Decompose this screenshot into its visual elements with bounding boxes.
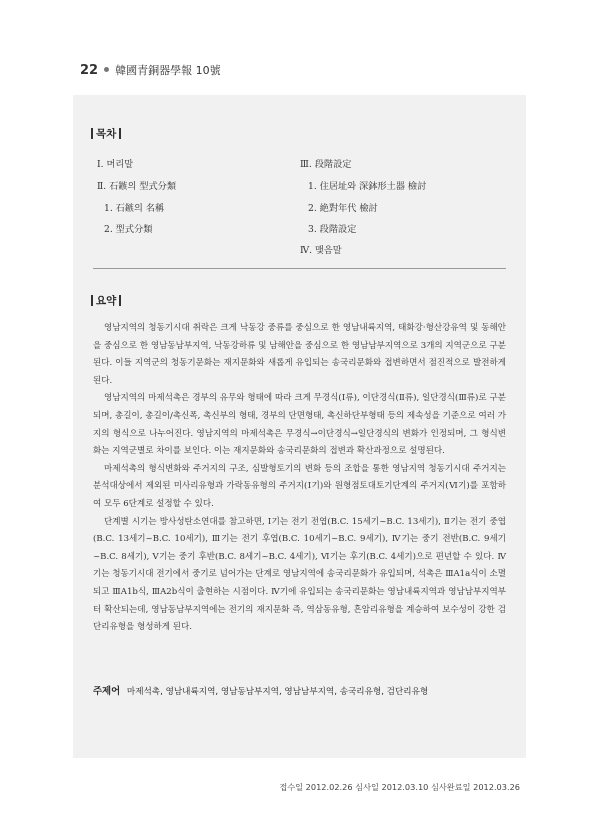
- toc-item: Ⅲ. 段階設定: [300, 159, 352, 170]
- toc-item: 1. 石鏃의 名稱: [104, 203, 165, 214]
- toc-item: Ⅱ. 石鏃의 型式分類: [97, 181, 177, 192]
- abstract-paragraph: 영남지역의 청동기시대 취락은 크게 낙동강 중류를 중심으로 한 영남내륙지역, 태화강·형산강유역 및 동해안을 중심으로 한 영남동남부지역, 낙동강하류 및 남해안을 중심으로 한 영남남부지역으로 3개의 지역군으로 구분된다. 이들 지역군의 청동기문화는 재지문화와 새롭게 유입되는 송국리문화와 접변하면서 점진적으로 발전하게 된다.: [93, 323, 506, 386]
- abstract-paragraph: 마제석촉의 형식변화와 주거지의 구조, 심발형토기의 변화 등의 조합을 통한 영남지역 청동기시대 주거지는 분석대상에서 제외된 미사리유형과 가락동유형의 주거지(Ⅰ기)와 원형점토대토기단계의 주거지(Ⅵ기)를 포함하여 모두 6단계로 설정할 수 있다.: [93, 463, 506, 509]
- toc-item: Ⅰ. 머리말: [97, 159, 134, 170]
- bracket-bar-icon: [119, 128, 121, 139]
- bracket-bar-icon: [119, 295, 121, 306]
- bullet-dot-icon: [104, 67, 109, 72]
- abstract-paragraph: 단계별 시기는 방사성탄소연대를 참고하면, Ⅰ기는 전기 전엽(B.C. 15세기~B.C. 13세기), Ⅱ기는 전기 중엽(B.C. 13세기~B.C. 10세기), Ⅲ기는 전기 후엽(B.C. 10세기~B.C. 9세기), Ⅳ기는 중기 전반(B.C. 9세기~B.C. 8세기), Ⅴ기는 중기 후반(B.C. 8세기~B.C. 4세기), Ⅵ기는 후기(B.C. 4세기)으로 편년할 수 있다. Ⅳ기는 청동기시대 전기에서 중기로 넘어가는 단계로 영남지역에 송국리문화가 유입되며, 석촉은 ⅢA1a식이 소멸되고 ⅢA1b식, ⅢA2b식이 출현하는 시점이다. Ⅳ기에 유입되는 송국리문화는 영남내륙지역과 영남남부지역부터 확산되는데, 영남동남부지역에는 전기의 재지문화 즉, 역삼동유형, 흔암리유형을 계승하여 보수성이 강한 검단리유형을 형성하게 된다.: [93, 516, 506, 633]
- abstract-title: 요약: [96, 295, 117, 307]
- abstract-body: [93, 320, 506, 637]
- section-divider: [93, 268, 506, 269]
- keywords-label: 주제어: [93, 686, 121, 697]
- abstract-heading: [88, 293, 124, 308]
- running-header: [80, 62, 221, 78]
- bracket-bar-icon: [91, 295, 93, 306]
- bracket-bar-icon: [91, 128, 93, 139]
- toc-item: 1. 住居址와 深鉢形土器 檢討: [308, 181, 427, 192]
- abstract-paragraph: 영남지역의 마제석촉은 경부의 유무와 형태에 따라 크게 무경식(Ⅰ류), 이단경식(Ⅱ류), 일단경식(Ⅲ류)로 구분되며, 총길이, 총길이/촉신폭, 촉신부의 형태, 경부의 단면형태, 촉신하단부형태 등의 제속성을 기준으로 여러 가지의 형식으로 나누어진다. 영남지역의 마제석촉은 무경식→이단경식→일단경식의 변화가 인정되며, 그 형식변화는 지역군별로 차이를 보인다. 이는 재지문화와 송국리문화의 접변과 확산과정으로 설명된다.: [93, 393, 506, 457]
- keywords: [93, 683, 523, 697]
- toc-item: Ⅳ. 맺음말: [300, 245, 342, 256]
- toc-item: 3. 段階設定: [308, 224, 357, 235]
- toc-title: 목차: [96, 128, 117, 140]
- keywords-text: 마제석촉, 영남내륙지역, 영남동남부지역, 영남남부지역, 송국리유형, 검단리유형: [126, 687, 429, 697]
- review-dates: 접수일 2012.02.26 심사일 2012.03.10 심사완료일 2012.03.26: [279, 782, 520, 792]
- toc-heading: [88, 126, 124, 141]
- toc-item: 2. 型式分類: [104, 224, 153, 235]
- page-number: 22: [80, 63, 99, 78]
- journal-title: 韓國青銅器學報 10號: [115, 64, 221, 77]
- toc-item: 2. 絶對年代 檢討: [308, 203, 378, 214]
